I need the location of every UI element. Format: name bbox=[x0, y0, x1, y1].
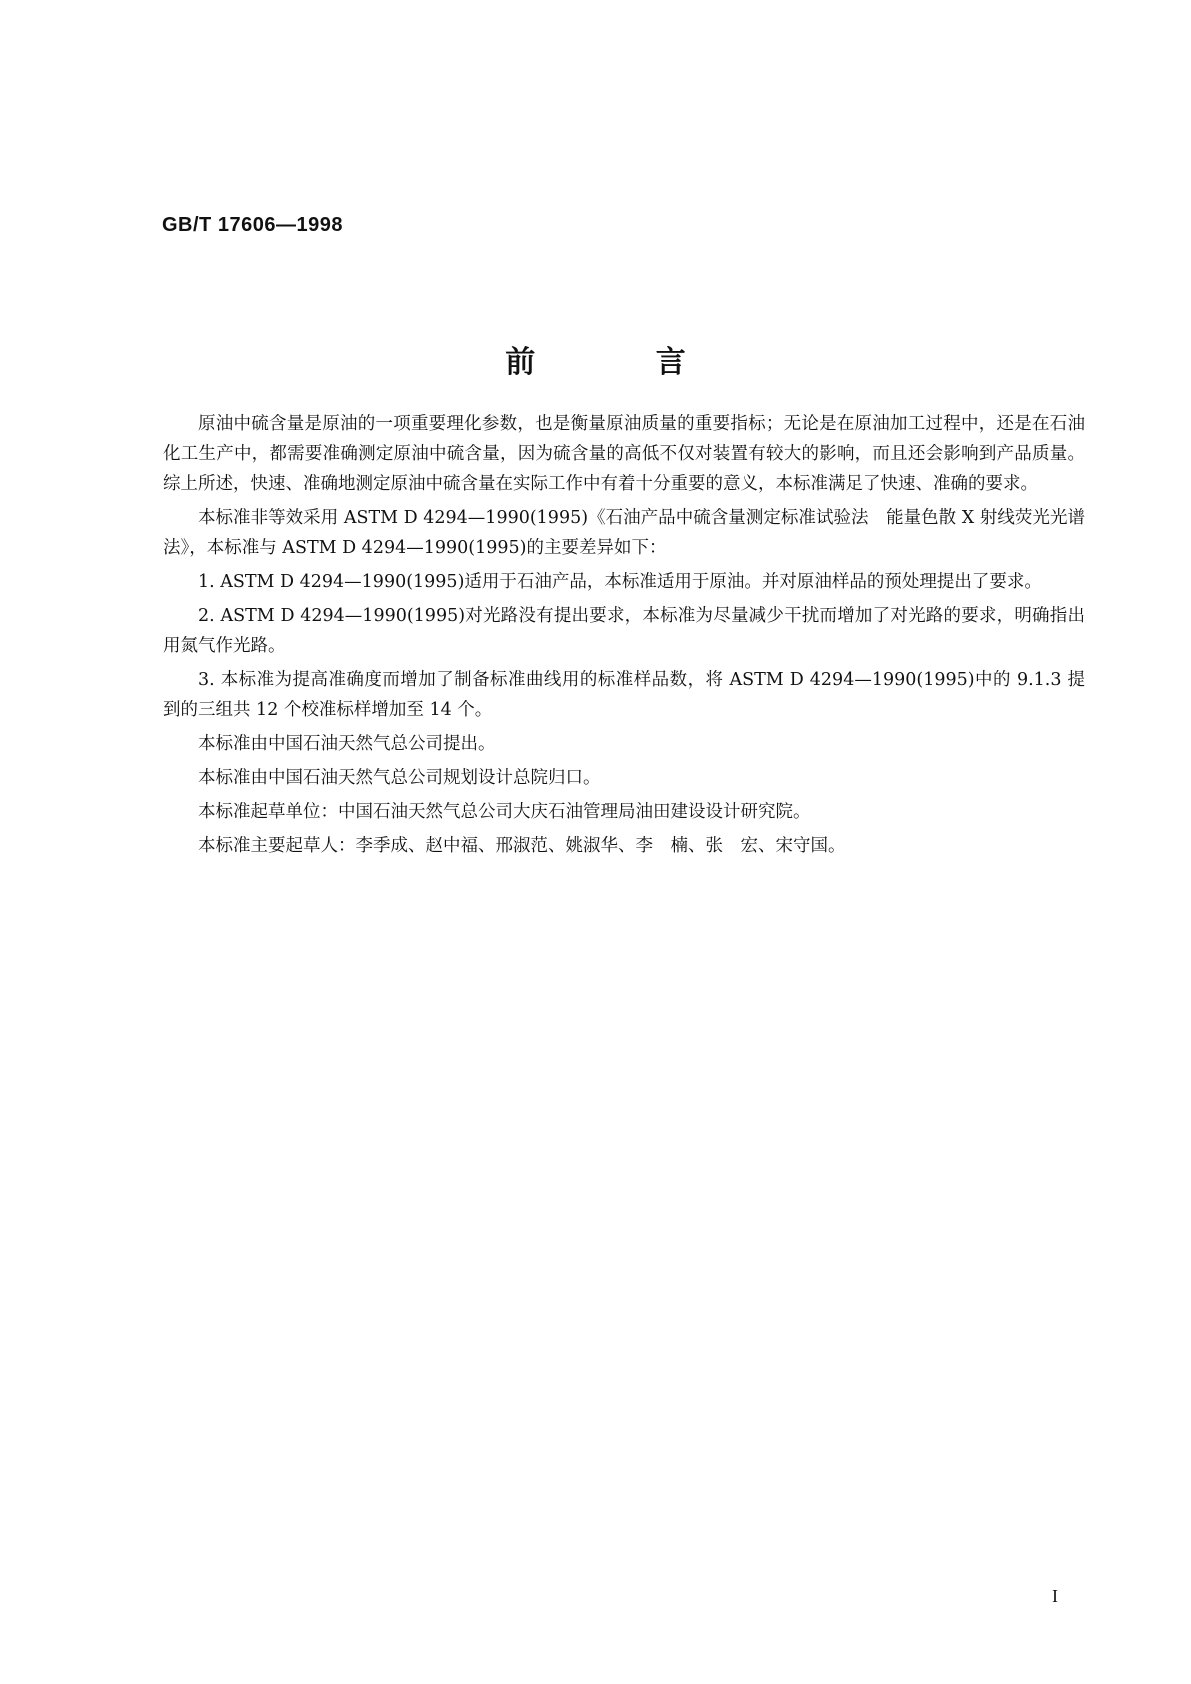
paragraph-drafting-unit: 本标准起草单位：中国石油天然气总公司大庆石油管理局油田建设设计研究院。 bbox=[198, 802, 811, 822]
paragraph-difference-2: 2. ASTM D 4294—1990(1995)对光路没有提出要求，本标准为尽量减少干扰而增加了对光路的要求，明确指出用氮气作光路。 bbox=[163, 606, 1085, 656]
paragraph-difference-3: 3. 本标准为提高准确度而增加了制备标准曲线用的标准样品数，将 ASTM D 4294—1990(1995)中的 9.1.3 提到的三组共 12 个校准标样增加至 14 个。 bbox=[163, 670, 1085, 720]
paragraph-centralized: 本标准由中国石油天然气总公司规划设计总院归口。 bbox=[198, 768, 601, 788]
page-title: 前 言 bbox=[505, 345, 686, 380]
paragraph-intro: 原油中硫含量是原油的一项重要理化参数，也是衡量原油质量的重要指标；无论是在原油加工过程中，还是在石油化工生产中，都需要准确测定原油中硫含量，因为硫含量的高低不仅对装置有较大的影响，而且还会影响到产品质量。综上所述，快速、准确地测定原油中硫含量在实际工作中有着十分重要的意义，本标准满足了快速、准确的要求。 bbox=[163, 414, 1085, 494]
paragraph-difference-1: 1. ASTM D 4294—1990(1995)适用于石油产品，本标准适用于原油。并对原油样品的预处理提出了要求。 bbox=[198, 572, 1042, 592]
foreword-body bbox=[163, 409, 1085, 865]
paragraph-drafters: 本标准主要起草人：李季成、赵中福、邢淑范、姚淑华、李 楠、张 宏、宋守国。 bbox=[198, 836, 846, 856]
page-number: I bbox=[1052, 1586, 1058, 1606]
paragraph-adoption: 本标准非等效采用 ASTM D 4294—1990(1995)《石油产品中硫含量测定标准试验法 能量色散 X 射线荧光光谱法》，本标准与 ASTM D 4294—1990(1995)的主要差异如下： bbox=[163, 508, 1085, 558]
standard-code: GB/T 17606—1998 bbox=[162, 214, 343, 236]
paragraph-proposer: 本标准由中国石油天然气总公司提出。 bbox=[198, 734, 496, 754]
